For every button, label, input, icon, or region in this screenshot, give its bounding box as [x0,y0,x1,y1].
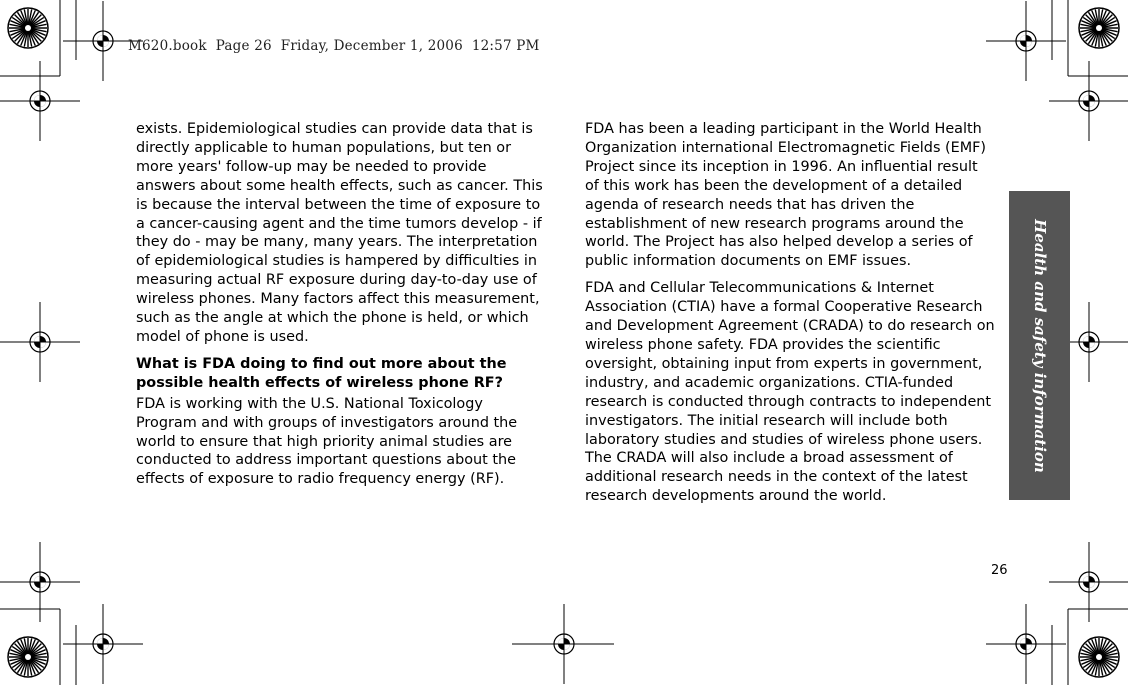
section-side-tab [1009,191,1070,500]
registration-mark-icon [0,61,80,141]
star-target-icon [8,8,48,48]
star-target-icon [8,637,48,677]
print-file-info: M620.book Page 26 Friday, December 1, 2006 12:57 PM [128,38,540,54]
star-target-icon [1079,637,1119,677]
registration-mark-icon [986,604,1066,684]
body-paragraph: FDA has been a leading participant in the World Health Organization international Electromagnetic Fields (EMF) Project since its inception in 1996. An influential result of this work has been the development of a detailed agenda of research needs that has driven the establishment of new research programs around the world. The Project has also helped develop a series of public information documents on EMF issues. [585,121,987,270]
body-paragraph: FDA is working with the U.S. National Toxicology Program and with groups of investigators around the world to ensure that high priority animal studies are conducted to address important questions about the effects of exposure to radio frequency energy (RF). [136,395,518,488]
side-tab-label: Health and safety information [1030,218,1049,473]
section-heading: What is FDA doing to find out more about the possible health effects of wireless phone RF? [136,355,507,391]
registration-mark-icon [0,302,80,382]
registration-mark-icon [986,1,1066,81]
body-paragraph: exists. Epidemiological studies can provide data that is directly applicable to human populations, but ten or more years' follow-up may be needed to provide answers about some health effects, such as cancer. This is because the interval between the time of exposure to a cancer-causing agent and the time tumors develop - if they do - may be many, many years. The interpretation of epidemiological studies is hampered by difficulties in measuring actual RF exposure during day-to-day use of wireless phones. Many factors affect this measurement, such as the angle at which the phone is held, or which model of phone is used. [136,121,543,345]
star-target-icon [1079,8,1119,48]
registration-mark-icon [1049,61,1128,141]
left-column [136,120,546,497]
body-paragraph: FDA and Cellular Telecommunications & Internet Association (CTIA) have a formal Cooperative Research and Development Agreement (CRADA) to do research on wireless phone safety. FDA provides the scientific oversight, obtaining input from experts in government, industry, and academic organizations. CTIA-funded research is conducted through contracts to independent investigators. The initial research will include both laboratory studies and studies of wireless phone users. The CRADA will also include a broad assessment of additional research needs in the context of the latest research developments around the world. [585,280,995,505]
registration-mark-icon [0,542,80,622]
right-column [585,120,995,514]
page-number: 26 [991,563,1008,578]
registration-mark-icon [63,604,143,684]
registration-mark-icon [1049,542,1128,622]
